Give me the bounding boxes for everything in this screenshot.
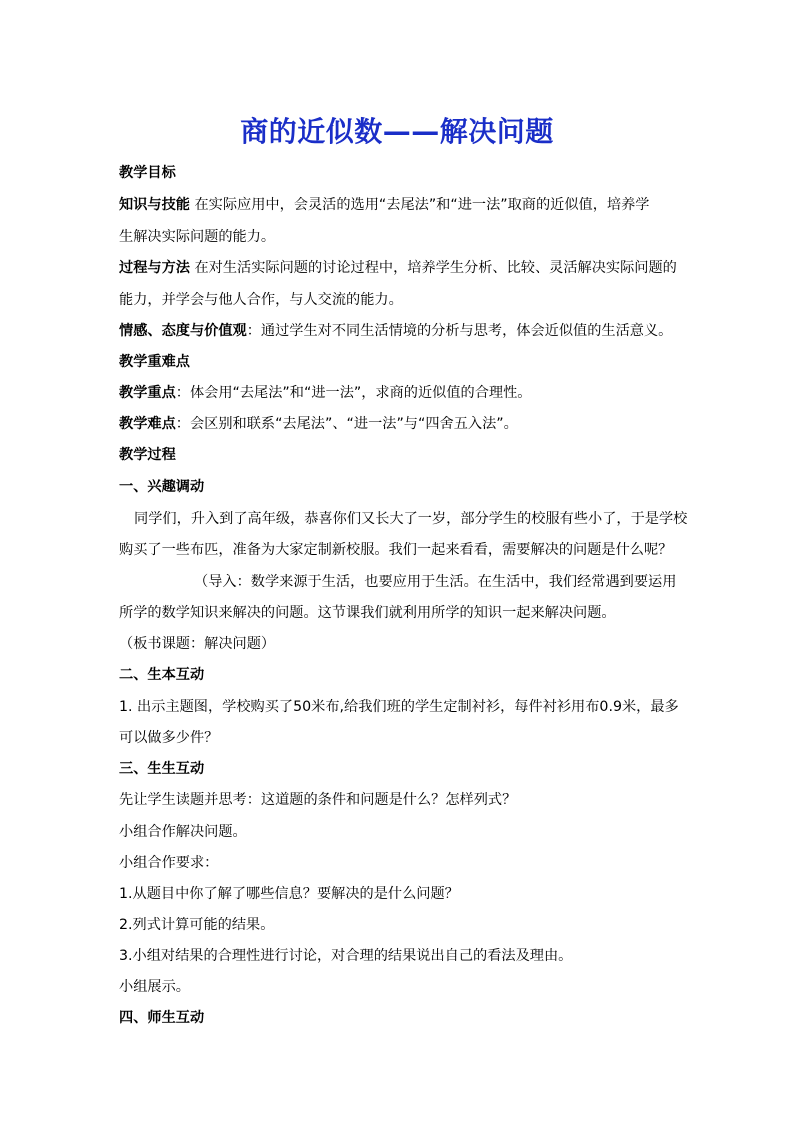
key-point-line	[119, 383, 531, 403]
section-1-intro-line1: （导入：数学来源于生活，也要应用于生活。在生活中，我们经常遇到要运用	[194, 574, 677, 590]
section-3-requirement-2: 2.列式计算可能的结果。	[119, 917, 275, 933]
key-point-text: ：体会用“去尾法”和“进一法”，求商的近似值的合理性。	[175, 385, 532, 401]
key-point-label: 教学重点	[119, 385, 176, 401]
section-3-requirement-3: 3.小组对结果的合理性进行讨论，对合理的结果说出自己的看法及理由。	[119, 948, 573, 964]
section-1-para-line2: 购买了一些布匹，准备为大家定制新校服。我们一起来看看，需要解决的问题是什么呢？	[119, 542, 673, 558]
difficult-point-text: ：会区别和联系“去尾法”、“进一法”与“四舍五入法”。	[175, 416, 518, 432]
goal-knowledge-line2: 生解决实际问题的能力。	[119, 229, 276, 245]
goal-process-text: 在对生活实际问题的讨论过程中，培养学生分析、比较、灵活解决实际问题的	[189, 260, 677, 276]
section-3-heading: 三、生生互动	[119, 761, 205, 777]
section-2-question-line1: 1. 出示主题图，学校购买了50米布,给我们班的学生定制衬衫，每件衬衫用布0.9米，最多	[119, 699, 679, 715]
goal-knowledge-line1	[119, 195, 650, 215]
goal-process-label: 过程与方法	[119, 260, 190, 276]
difficult-point-label: 教学难点	[119, 416, 176, 432]
goal-attitude-line	[119, 321, 672, 341]
section-1-intro-line2: 所学的数学知识来解决的问题。这节课我们就利用所学的知识一起来解决问题。	[119, 605, 616, 621]
goal-attitude-text: ：通过学生对不同生活情境的分析与思考，体会近似值的生活意义。	[246, 323, 673, 339]
section-4-heading: 四、师生互动	[119, 1010, 205, 1026]
heading-teaching-goals: 教学目标	[119, 165, 176, 181]
goal-knowledge-label: 知识与技能	[119, 197, 190, 213]
goal-attitude-label: 情感、态度与价值观	[119, 323, 247, 339]
heading-key-points: 教学重难点	[119, 354, 190, 370]
section-2-question-line2: 可以做多少件？	[119, 730, 219, 746]
goal-knowledge-text: 在实际应用中，会灵活的选用“去尾法”和“进一法”取商的近似值，培养学	[189, 197, 650, 213]
goal-process-line1	[119, 258, 677, 278]
section-2-heading: 二、生本互动	[119, 667, 205, 683]
section-3-line1: 先让学生读题并思考：这道题的条件和问题是什么？怎样列式？	[119, 792, 517, 808]
heading-teaching-process: 教学过程	[119, 447, 176, 463]
goal-process-line2: 能力，并学会与他人合作，与人交流的能力。	[119, 292, 403, 308]
section-3-line3: 小组合作要求：	[119, 855, 219, 871]
section-1-board-note: （板书课题：解决问题）	[119, 636, 276, 652]
section-3-line2: 小组合作解决问题。	[119, 824, 247, 840]
section-1-heading: 一、兴趣调动	[119, 479, 205, 495]
difficult-point-line	[119, 414, 518, 434]
document-title: 商的近似数——解决问题	[240, 115, 554, 148]
section-3-line4: 小组展示。	[119, 979, 190, 995]
section-3-requirement-1: 1.从题目中你了解了哪些信息？要解决的是什么问题？	[119, 886, 459, 902]
section-1-para-line1: 同学们，升入到了高年级，恭喜你们又长大了一岁，部分学生的校服有些小了，于是学校	[134, 511, 688, 527]
